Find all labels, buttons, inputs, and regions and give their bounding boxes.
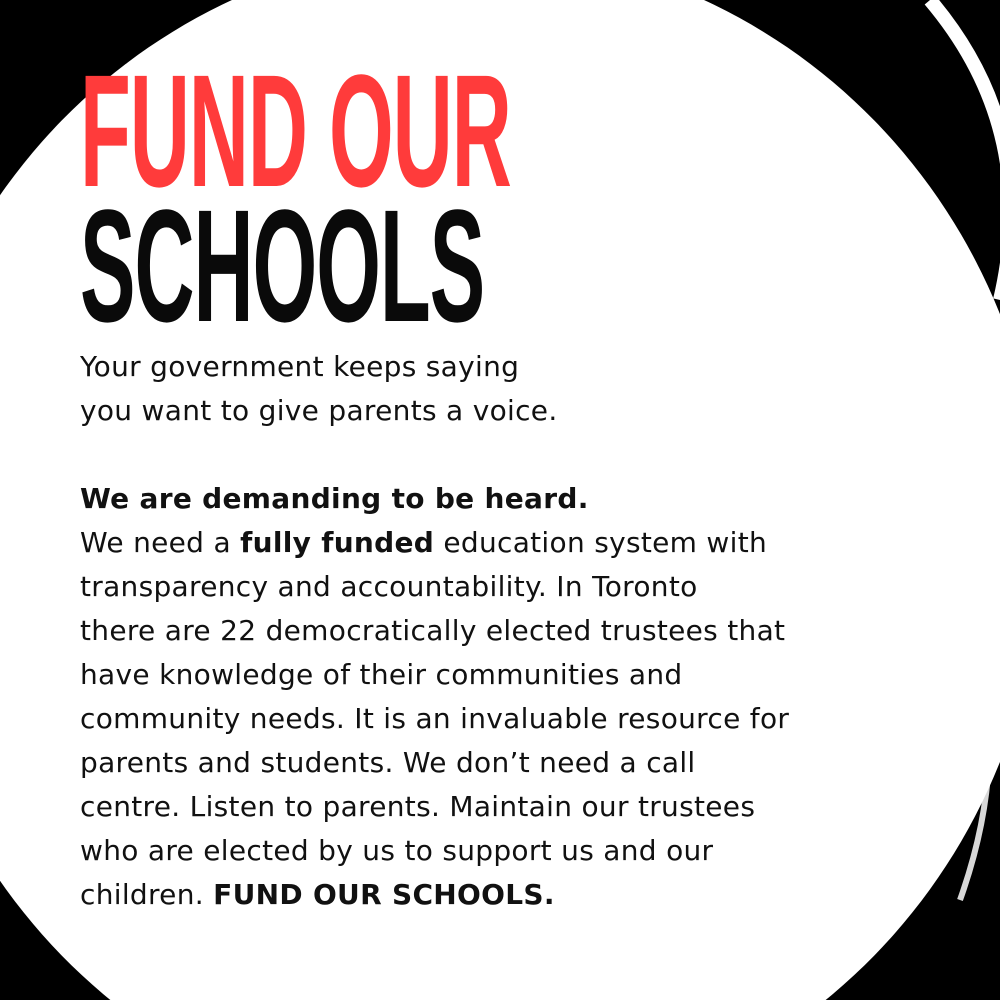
message-body [80, 345, 940, 917]
body-line-4: have knowledge of their communities and [80, 658, 683, 691]
fully-funded-emphasis: fully funded [240, 526, 435, 559]
body-line-9 [80, 873, 940, 917]
headline-fund-our: FUND OUR [80, 41, 511, 220]
body-line-3: there are 22 democratically elected trustees that [80, 614, 786, 647]
paragraph-gap [80, 433, 940, 477]
intro-line-1: Your government keeps saying [80, 350, 520, 383]
body-line-6: parents and students. We don’t need a call [80, 746, 696, 779]
headline-schools: SCHOOLS [80, 176, 485, 355]
body-line-1-start: We need a [80, 526, 241, 559]
body-line-1-end: education system with [434, 526, 768, 559]
body-line-9-start: children. [80, 878, 214, 911]
body-line-1 [80, 521, 940, 565]
body-line-8: who are elected by us to support us and our [80, 834, 714, 867]
fund-our-schools-closing: FUND OUR SCHOOLS. [213, 878, 555, 911]
body-line-5: community needs. It is an invaluable resource for [80, 702, 790, 735]
demand-heading: We are demanding to be heard. [80, 482, 589, 515]
body-line-2: transparency and accountability. In Toronto [80, 570, 698, 603]
body-line-7: centre. Listen to parents. Maintain our trustees [80, 790, 756, 823]
intro-line-2: you want to give parents a voice. [80, 394, 558, 427]
